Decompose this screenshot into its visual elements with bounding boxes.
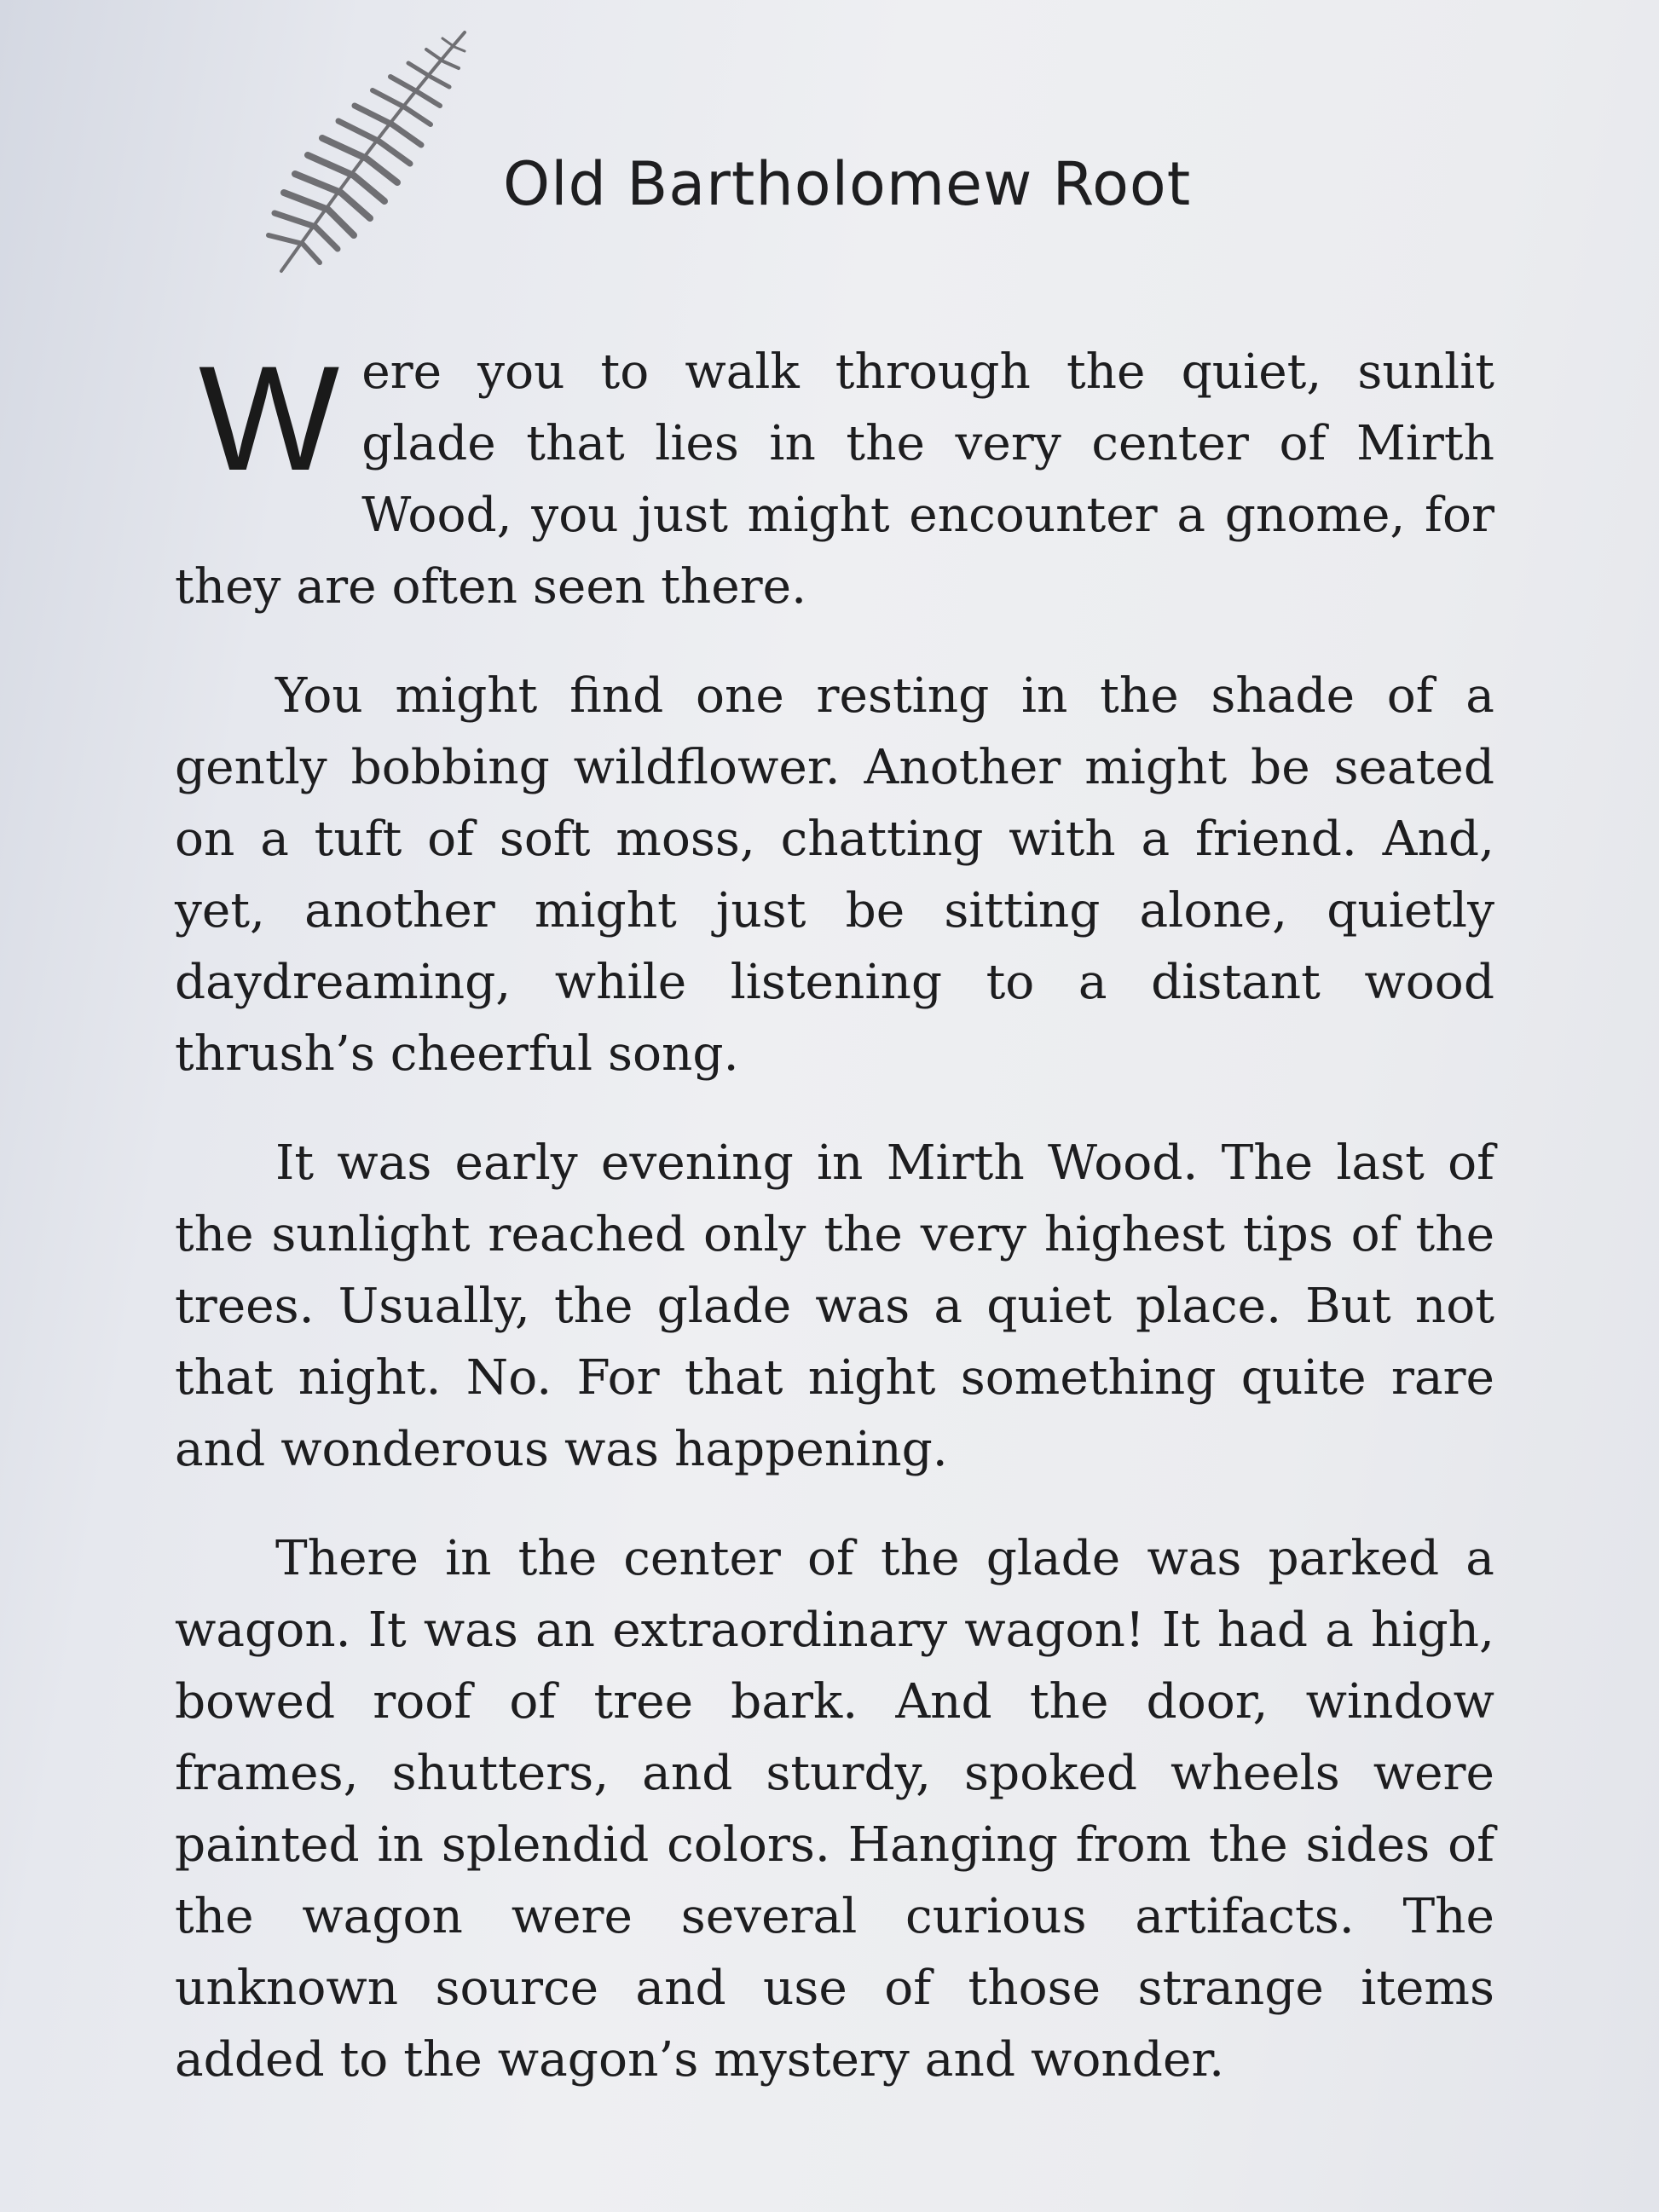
paragraph-3: It was early evening in Mirth Wood. The last of the sunlight reached only the very highest tips of the trees. Usually, the glade was a quiet place. But not that night. No. For that night something quite rare and wonderous was happening. — [175, 1135, 1494, 1477]
chapter-title: Old Bartholomew Root — [503, 148, 1192, 219]
drop-cap: W — [199, 336, 340, 502]
paragraph-1 — [175, 337, 1494, 623]
body-text — [175, 337, 1494, 2134]
paragraph-1-text: ere you to walk through the quiet, sunlit glade that lies in the very center of Mirth Wood, you just might encounter a gnome, for they are often seen there. — [175, 344, 1494, 615]
paragraph-2: You might find one resting in the shade of a gently bobbing wildflower. Another might be seated on a tuft of soft moss, chatting with a friend. And, yet, another might just be sitting alone, quietly daydreaming, while listening to a distant wood thrush’s cheerful song. — [175, 668, 1494, 1082]
fern-icon — [256, 24, 486, 288]
paragraph-4: There in the center of the glade was parked a wagon. It was an extraordinary wagon! It had a high, bowed roof of tree bark. And the door, window frames, shutters, and sturdy, spoked wheels were painted in splendid colors. Hanging from the sides of the wagon were several curious artifacts. The unknown source and use of those strange items added to the wagon’s mystery and wonder. — [175, 1531, 1494, 2088]
